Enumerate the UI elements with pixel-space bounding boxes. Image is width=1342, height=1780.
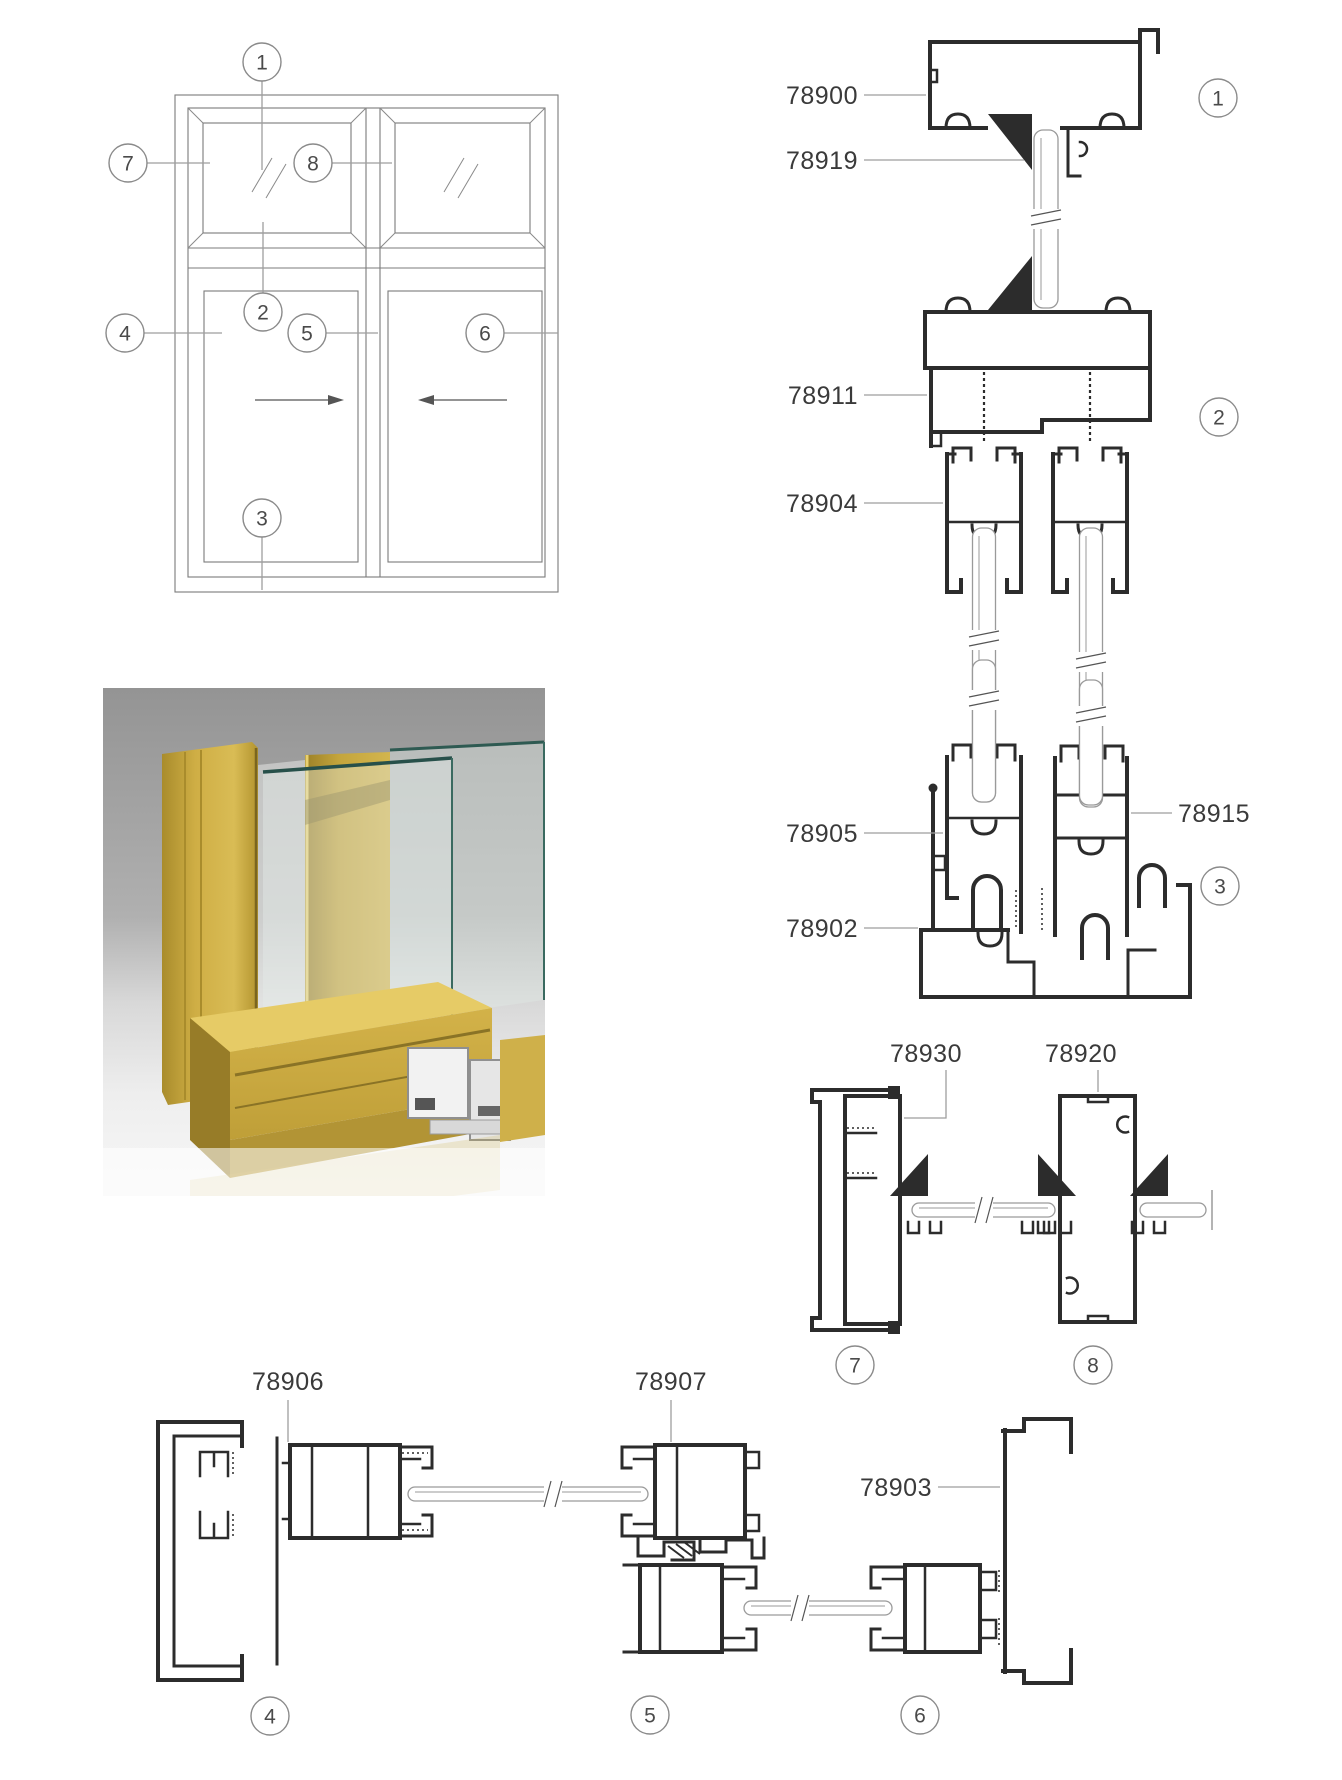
callout-number-6: 6 [479, 322, 491, 346]
callout-number-2: 2 [257, 301, 269, 325]
callout-number-6-section: 6 [914, 1704, 926, 1728]
callout-badge-6-section [901, 1696, 939, 1734]
part-label-transom: 78911 [787, 382, 858, 410]
callout-badge-7-section [836, 1346, 874, 1384]
glass-end-left [973, 660, 996, 802]
callout-number-7: 7 [122, 152, 134, 176]
callout-number-7-section: 7 [849, 1354, 861, 1378]
part-label-interlock-sash: 78907 [634, 1368, 708, 1396]
part-label-jamb: 78903 [859, 1474, 932, 1502]
callout-badge-2-elevation [244, 293, 282, 331]
callout-badge-4-section [251, 1697, 289, 1735]
callout-badge-8-elevation [294, 144, 332, 182]
callout-number-1-section: 1 [1212, 87, 1224, 111]
callout-badge-1-elevation [243, 43, 281, 81]
callout-number-1: 1 [256, 51, 268, 75]
part-label-sash-insert: 78915 [1178, 800, 1251, 828]
part-label-side-frame: 78930 [889, 1040, 962, 1068]
part-label-glazing-wedge: 78919 [785, 147, 858, 175]
callout-badge-5-elevation [288, 314, 326, 352]
callout-badge-5-section [631, 1696, 669, 1734]
callout-number-2-section: 2 [1213, 406, 1225, 430]
part-label-mullion: 78920 [1044, 1040, 1118, 1068]
callout-number-4: 4 [119, 322, 131, 346]
glass-unit-4-5 [408, 1487, 648, 1501]
callout-badge-8-section [1074, 1346, 1112, 1384]
callout-badge-7-elevation [109, 144, 147, 182]
callout-badge-1-section [1199, 79, 1237, 117]
callout-number-8: 8 [307, 152, 319, 176]
glass-unit-5-6 [744, 1601, 892, 1615]
part-label-sill: 78902 [785, 915, 858, 943]
callout-number-4-section: 4 [264, 1705, 276, 1729]
callout-badge-3-section [1201, 867, 1239, 905]
part-label-sash-side: 78906 [251, 1368, 325, 1396]
callout-number-5-section: 5 [644, 1704, 656, 1728]
render-3d-corner-photo [103, 688, 545, 1230]
callout-badge-3-elevation [243, 499, 281, 537]
callout-number-5: 5 [301, 322, 313, 346]
part-label-head-frame: 78900 [785, 82, 858, 110]
callout-badge-2-section [1200, 398, 1238, 436]
callout-number-3: 3 [256, 507, 268, 531]
part-label-sash-bottom: 78905 [785, 820, 858, 848]
callout-badge-4-elevation [106, 314, 144, 352]
callout-number-8-section: 8 [1087, 1354, 1099, 1378]
callout-badge-6-elevation [466, 314, 504, 352]
part-label-track: 78904 [785, 490, 858, 518]
callout-number-3-section: 3 [1214, 875, 1226, 899]
glass-end-right [1080, 680, 1103, 805]
glass-stub-right [1140, 1203, 1206, 1217]
